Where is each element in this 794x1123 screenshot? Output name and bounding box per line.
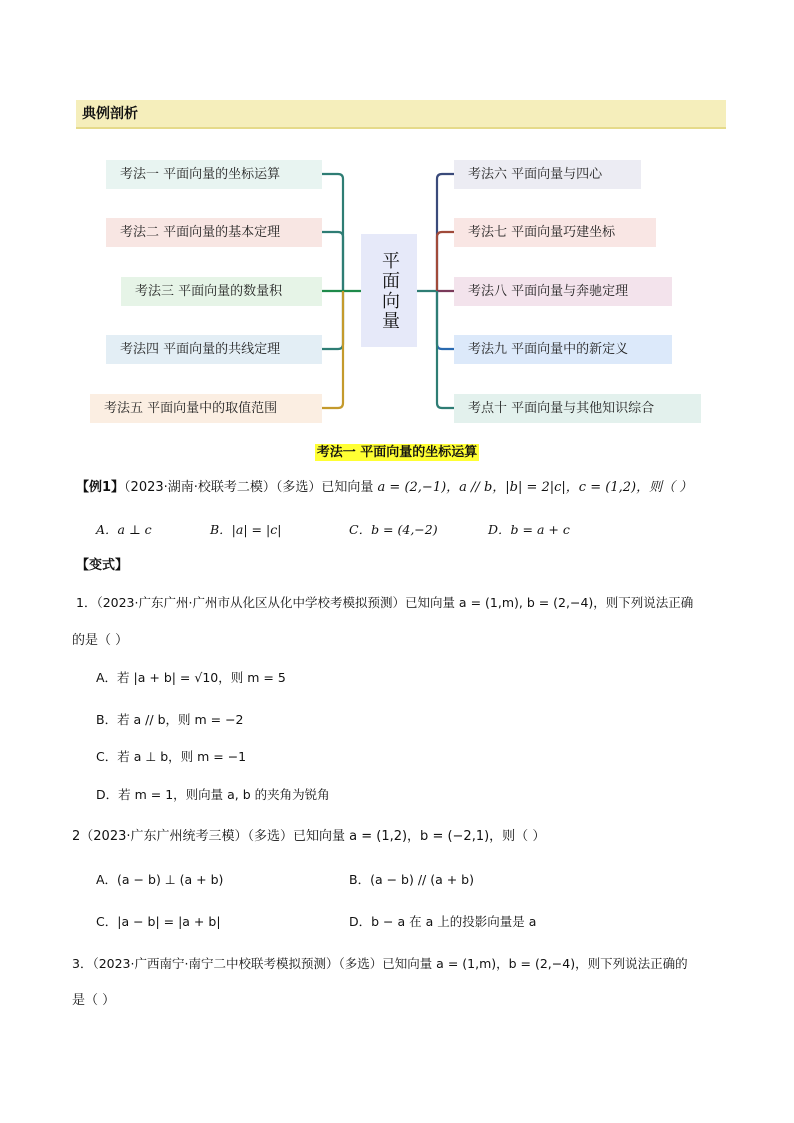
example1-option-a: A．a ⊥ c — [96, 522, 152, 537]
mindmap-left-5: 考法五 平面向量中的取值范围 — [90, 394, 322, 423]
mindmap-left-2: 考法二 平面向量的基本定理 — [106, 218, 322, 247]
q1-option-b: B．若 a // b，则 m = −2 — [96, 712, 244, 727]
example1-option-c: C．b = (4,−2) — [349, 522, 438, 537]
q3-line2: 是（ ） — [72, 993, 116, 1008]
q2-line1: 2（2023·广东广州统考三模）（多选）已知向量 a = (1,2)，b = (−2,1)，则（ ） — [72, 829, 546, 844]
q3-line1: 3．（2023·广西南宁·南宁二中校联考模拟预测）（多选）已知向量 a = (1,m)，b = (2,−4)，则下列说法正确的 — [72, 956, 688, 971]
example1-source: （2023·湖南·校联考二模）（多选）已知向量 — [124, 480, 374, 495]
mindmap-right-1: 考法六 平面向量与四心 — [454, 160, 641, 189]
q1-line2: 的是（ ） — [72, 633, 129, 648]
mindmap-left-1: 考法一 平面向量的坐标运算 — [106, 160, 322, 189]
variants-title: 【变式】 — [76, 558, 129, 573]
q1-line1: 1．（2023·广东广州·广州市从化区从化中学校考模拟预测）已知向量 a = (1,m), b = (2,−4)，则下列说法正确 — [76, 595, 694, 610]
q2-option-d: D．b − a 在 a 上的投影向量是 a — [349, 914, 537, 929]
q1-option-a: A．若 |a + b| = √10，则 m = 5 — [96, 670, 286, 685]
example1-math: a = (2,−1)，a // b，|b| = 2|c|，c = (1,2)，则（ ） — [377, 480, 693, 495]
mindmap-right-3: 考法八 平面向量与奔驰定理 — [454, 277, 672, 306]
connector-left-4 — [322, 291, 343, 349]
mindmap-right-4: 考法九 平面向量中的新定义 — [454, 335, 672, 364]
q1-option-d: D．若 m = 1，则向量 a, b 的夹角为锐角 — [96, 787, 330, 802]
q2-option-c: C．|a − b| = |a + b| — [96, 914, 221, 929]
mindmap-right-5: 考点十 平面向量与其他知识综合 — [454, 394, 701, 423]
q2-option-b: B．(a − b) // (a + b) — [349, 872, 474, 887]
example1-option-b: B．|a| = |c| — [210, 522, 282, 537]
mindmap-right-2: 考法七 平面向量巧建坐标 — [454, 218, 656, 247]
connector-right-2 — [437, 232, 454, 291]
connector-left-2 — [322, 232, 343, 291]
method1-title — [0, 441, 794, 460]
example1-tag: 【例1】 — [76, 480, 125, 495]
example1-option-d: D．b = a + c — [488, 522, 570, 537]
section-title: 典例剖析 — [76, 100, 726, 129]
mindmap-left-4: 考法四 平面向量的共线定理 — [106, 335, 322, 364]
mindmap-center-label: 平面向量 — [379, 250, 400, 331]
example1-stem — [76, 478, 692, 498]
mindmap-center — [361, 234, 417, 347]
q2-option-a: A．(a − b) ⊥ (a + b) — [96, 872, 224, 887]
connector-right-4 — [437, 291, 454, 349]
q1-option-c: C．若 a ⊥ b，则 m = −1 — [96, 749, 247, 764]
mindmap-left-3: 考法三 平面向量的数量积 — [121, 277, 322, 306]
method1-title-text: 考法一 平面向量的坐标运算 — [316, 445, 478, 460]
